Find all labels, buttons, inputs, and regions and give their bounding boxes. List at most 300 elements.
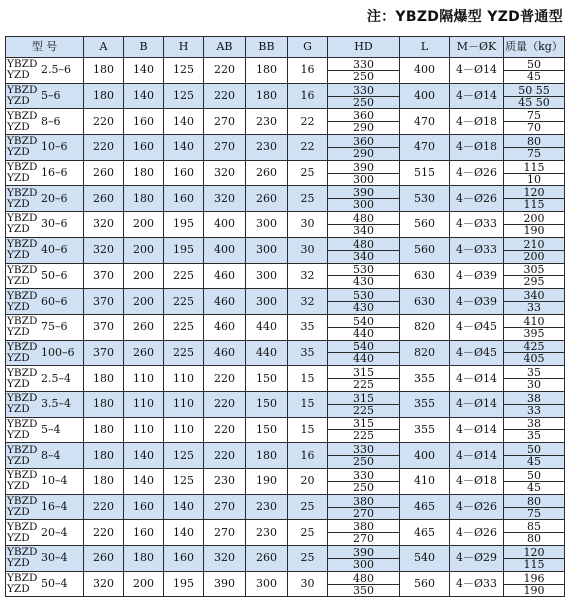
table-row (6, 443, 565, 469)
cell-b: 140 (124, 443, 164, 469)
model-cell (6, 289, 84, 315)
cell-mk: 4－Ø33 (450, 571, 504, 597)
cell-weight (504, 520, 565, 546)
cell-ab: 400 (204, 237, 246, 263)
cell-l: 400 (400, 443, 450, 469)
cell-ab: 230 (204, 469, 246, 495)
weight-ybzd: 75 (504, 110, 564, 122)
model-size: 5–4 (41, 422, 61, 436)
cell-a: 320 (84, 212, 124, 238)
header-hd: HD (328, 37, 400, 58)
cell-g: 30 (288, 212, 328, 238)
cell-hd (328, 391, 400, 417)
cell-a: 180 (84, 417, 124, 443)
model-prefix-ybzd: YBZD (7, 572, 38, 585)
model-prefix-yzd: YZD (7, 223, 30, 236)
model-prefix-yzd: YZD (7, 454, 30, 467)
hd-ybzd: 390 (328, 162, 399, 174)
cell-b: 110 (124, 417, 164, 443)
model-prefix-yzd: YZD (7, 351, 30, 364)
cell-h: 125 (164, 443, 204, 469)
model-cell (6, 109, 84, 135)
hd-ybzd: 315 (328, 367, 399, 379)
cell-mk: 4－Ø14 (450, 366, 504, 392)
weight-yzd: 70 (527, 121, 541, 135)
model-prefix-ybzd: YBZD (7, 186, 38, 199)
cell-a: 180 (84, 58, 124, 84)
model-prefix-ybzd: YBZD (7, 340, 38, 353)
model-size: 60–6 (41, 294, 68, 308)
model-cell (6, 58, 84, 84)
weight-ybzd: 120 (504, 187, 564, 199)
cell-l: 630 (400, 263, 450, 289)
cell-h: 225 (164, 289, 204, 315)
cell-h: 140 (164, 135, 204, 161)
model-prefix-ybzd: YBZD (7, 366, 38, 379)
cell-h: 140 (164, 494, 204, 520)
model-cell (6, 571, 84, 597)
table-row (6, 571, 565, 597)
hd-ybzd: 380 (328, 496, 399, 508)
table-row (6, 366, 565, 392)
hd-yzd: 250 (353, 69, 374, 83)
cell-ab: 220 (204, 443, 246, 469)
cell-bb: 260 (246, 186, 288, 212)
model-prefix-ybzd: YBZD (7, 546, 38, 559)
hd-ybzd: 540 (328, 316, 399, 328)
header-ab: AB (204, 37, 246, 58)
cell-hd (328, 443, 400, 469)
model-prefix-yzd: YZD (7, 428, 30, 441)
cell-bb: 150 (246, 417, 288, 443)
weight-yzd: 33 (527, 403, 541, 417)
cell-a: 180 (84, 391, 124, 417)
cell-g: 25 (288, 186, 328, 212)
hd-yzd: 440 (353, 352, 374, 366)
cell-bb: 180 (246, 83, 288, 109)
cell-a: 180 (84, 366, 124, 392)
cell-weight (504, 469, 565, 495)
cell-a: 260 (84, 160, 124, 186)
hd-ybzd: 540 (328, 341, 399, 353)
type-note: 注：YBZD隔爆型 YZD普通型 (366, 9, 563, 25)
cell-weight (504, 83, 565, 109)
model-size: 2.5–6 (41, 63, 71, 77)
header-row (6, 37, 565, 58)
cell-weight (504, 160, 565, 186)
cell-a: 370 (84, 314, 124, 340)
cell-b: 110 (124, 366, 164, 392)
model-prefix-ybzd: YBZD (7, 161, 38, 174)
header-h: H (164, 37, 204, 58)
header-mk: M－ØK (450, 37, 504, 58)
cell-weight (504, 135, 565, 161)
cell-weight (504, 340, 565, 366)
hd-yzd: 290 (353, 146, 374, 160)
cell-weight (504, 263, 565, 289)
hd-yzd: 225 (353, 429, 374, 443)
cell-mk: 4－Ø39 (450, 263, 504, 289)
cell-ab: 320 (204, 186, 246, 212)
hd-yzd: 250 (353, 95, 374, 109)
table-body (6, 58, 565, 597)
model-cell (6, 391, 84, 417)
cell-l: 560 (400, 571, 450, 597)
model-cell (6, 160, 84, 186)
cell-h: 195 (164, 212, 204, 238)
cell-b: 200 (124, 212, 164, 238)
model-size: 50–4 (41, 577, 68, 591)
cell-weight (504, 58, 565, 84)
cell-hd (328, 263, 400, 289)
hd-ybzd: 330 (328, 470, 399, 482)
model-cell (6, 494, 84, 520)
model-size: 40–6 (41, 243, 68, 257)
model-size: 16–6 (41, 166, 68, 180)
model-prefix-ybzd: YBZD (7, 84, 38, 97)
hd-yzd: 250 (353, 455, 374, 469)
cell-g: 35 (288, 314, 328, 340)
cell-ab: 220 (204, 366, 246, 392)
model-size: 8–6 (41, 114, 61, 128)
cell-l: 470 (400, 135, 450, 161)
model-size: 10–6 (41, 140, 68, 154)
cell-bb: 230 (246, 109, 288, 135)
cell-l: 560 (400, 212, 450, 238)
weight-ybzd: 305 (504, 264, 564, 276)
cell-h: 195 (164, 571, 204, 597)
hd-ybzd: 480 (328, 239, 399, 251)
weight-ybzd: 80 (504, 136, 564, 148)
cell-h: 160 (164, 160, 204, 186)
cell-hd (328, 494, 400, 520)
hd-yzd: 225 (353, 403, 374, 417)
model-prefix-ybzd: YBZD (7, 238, 38, 251)
model-prefix-yzd: YZD (7, 583, 30, 596)
cell-mk: 4－Ø14 (450, 391, 504, 417)
cell-g: 16 (288, 58, 328, 84)
cell-a: 180 (84, 443, 124, 469)
cell-b: 200 (124, 263, 164, 289)
cell-l: 465 (400, 494, 450, 520)
weight-yzd: 115 (523, 198, 545, 212)
model-cell (6, 135, 84, 161)
hd-yzd: 340 (353, 223, 374, 237)
model-cell (6, 263, 84, 289)
cell-g: 15 (288, 417, 328, 443)
cell-bb: 440 (246, 340, 288, 366)
table-row (6, 520, 565, 546)
model-prefix-ybzd: YBZD (7, 58, 38, 71)
cell-weight (504, 212, 565, 238)
cell-hd (328, 58, 400, 84)
cell-bb: 300 (246, 289, 288, 315)
table-row (6, 135, 565, 161)
cell-a: 320 (84, 237, 124, 263)
cell-g: 25 (288, 520, 328, 546)
weight-ybzd: 196 (504, 573, 564, 585)
cell-mk: 4－Ø18 (450, 109, 504, 135)
cell-l: 355 (400, 391, 450, 417)
model-cell (6, 314, 84, 340)
hd-ybzd: 390 (328, 187, 399, 199)
cell-bb: 300 (246, 263, 288, 289)
cell-mk: 4－Ø14 (450, 83, 504, 109)
cell-h: 160 (164, 546, 204, 572)
model-prefix-yzd: YZD (7, 300, 30, 313)
model-size: 5–6 (41, 89, 61, 103)
cell-hd (328, 237, 400, 263)
weight-yzd: 10 (527, 172, 541, 186)
hd-yzd: 250 (353, 480, 374, 494)
model-prefix-yzd: YZD (7, 326, 30, 339)
hd-yzd: 300 (353, 557, 374, 571)
cell-a: 320 (84, 571, 124, 597)
cell-mk: 4－Ø14 (450, 58, 504, 84)
cell-weight (504, 109, 565, 135)
cell-bb: 180 (246, 58, 288, 84)
model-prefix-ybzd: YBZD (7, 315, 38, 328)
cell-a: 220 (84, 135, 124, 161)
cell-a: 370 (84, 263, 124, 289)
weight-yzd: 45 (527, 69, 541, 83)
weight-yzd: 35 (527, 429, 541, 443)
cell-weight (504, 546, 565, 572)
cell-mk: 4－Ø14 (450, 443, 504, 469)
weight-ybzd: 38 (504, 393, 564, 405)
cell-ab: 220 (204, 417, 246, 443)
cell-a: 180 (84, 83, 124, 109)
table-row (6, 109, 565, 135)
weight-yzd: 115 (523, 557, 545, 571)
cell-a: 220 (84, 494, 124, 520)
cell-l: 465 (400, 520, 450, 546)
model-prefix-yzd: YZD (7, 197, 30, 210)
weight-ybzd: 210 (504, 239, 564, 251)
model-prefix-yzd: YZD (7, 377, 30, 390)
cell-h: 110 (164, 391, 204, 417)
cell-ab: 220 (204, 391, 246, 417)
hd-ybzd: 380 (328, 521, 399, 533)
cell-bb: 230 (246, 520, 288, 546)
cell-l: 530 (400, 186, 450, 212)
cell-g: 20 (288, 469, 328, 495)
weight-ybzd: 85 (504, 521, 564, 533)
cell-ab: 220 (204, 58, 246, 84)
cell-l: 400 (400, 83, 450, 109)
cell-hd (328, 135, 400, 161)
weight-yzd: 190 (523, 223, 545, 237)
model-prefix-yzd: YZD (7, 403, 30, 416)
model-size: 20–4 (41, 525, 68, 539)
weight-yzd: 295 (523, 275, 545, 289)
hd-ybzd: 330 (328, 444, 399, 456)
model-prefix-ybzd: YBZD (7, 109, 38, 122)
weight-ybzd: 200 (504, 213, 564, 225)
cell-weight (504, 366, 565, 392)
header-b: B (124, 37, 164, 58)
cell-weight (504, 186, 565, 212)
model-prefix-yzd: YZD (7, 249, 30, 262)
cell-hd (328, 186, 400, 212)
hd-ybzd: 480 (328, 213, 399, 225)
cell-g: 25 (288, 160, 328, 186)
cell-l: 400 (400, 58, 450, 84)
weight-ybzd: 35 (504, 367, 564, 379)
cell-b: 180 (124, 186, 164, 212)
cell-g: 15 (288, 391, 328, 417)
cell-b: 180 (124, 160, 164, 186)
hd-ybzd: 330 (328, 59, 399, 71)
cell-b: 200 (124, 289, 164, 315)
model-prefix-yzd: YZD (7, 480, 30, 493)
hd-ybzd: 330 (328, 85, 399, 97)
model-size: 3.5–4 (41, 397, 71, 411)
cell-mk: 4－Ø45 (450, 314, 504, 340)
cell-bb: 440 (246, 314, 288, 340)
cell-h: 125 (164, 83, 204, 109)
cell-weight (504, 571, 565, 597)
cell-ab: 320 (204, 160, 246, 186)
cell-h: 110 (164, 366, 204, 392)
hd-yzd: 270 (353, 532, 374, 546)
weight-yzd: 33 (527, 301, 541, 315)
hd-ybzd: 315 (328, 418, 399, 430)
cell-weight (504, 443, 565, 469)
cell-g: 32 (288, 263, 328, 289)
cell-hd (328, 417, 400, 443)
model-prefix-yzd: YZD (7, 506, 30, 519)
cell-ab: 460 (204, 289, 246, 315)
weight-ybzd: 410 (504, 316, 564, 328)
cell-g: 16 (288, 83, 328, 109)
cell-b: 260 (124, 314, 164, 340)
table-row (6, 391, 565, 417)
model-size: 10–4 (41, 474, 68, 488)
cell-mk: 4－Ø33 (450, 212, 504, 238)
hd-ybzd: 315 (328, 393, 399, 405)
cell-a: 370 (84, 289, 124, 315)
model-cell (6, 237, 84, 263)
cell-b: 160 (124, 494, 164, 520)
cell-ab: 460 (204, 340, 246, 366)
cell-hd (328, 314, 400, 340)
cell-hd (328, 160, 400, 186)
cell-bb: 150 (246, 391, 288, 417)
table-row (6, 289, 565, 315)
cell-l: 355 (400, 366, 450, 392)
model-prefix-ybzd: YBZD (7, 443, 38, 456)
model-cell (6, 443, 84, 469)
model-size: 75–6 (41, 320, 68, 334)
cell-mk: 4－Ø29 (450, 546, 504, 572)
cell-hd (328, 83, 400, 109)
cell-l: 540 (400, 546, 450, 572)
cell-ab: 400 (204, 212, 246, 238)
weight-yzd: 395 (523, 326, 545, 340)
table-row (6, 417, 565, 443)
hd-yzd: 225 (353, 378, 374, 392)
table-row (6, 263, 565, 289)
cell-g: 30 (288, 237, 328, 263)
hd-yzd: 350 (353, 583, 374, 597)
cell-hd (328, 340, 400, 366)
hd-ybzd: 530 (328, 264, 399, 276)
cell-b: 160 (124, 135, 164, 161)
dimension-table (5, 36, 565, 597)
model-prefix-yzd: YZD (7, 172, 30, 185)
hd-ybzd: 390 (328, 547, 399, 559)
model-cell (6, 212, 84, 238)
table-row (6, 186, 565, 212)
model-cell (6, 83, 84, 109)
cell-a: 220 (84, 109, 124, 135)
model-cell (6, 340, 84, 366)
cell-b: 140 (124, 83, 164, 109)
cell-h: 225 (164, 263, 204, 289)
cell-g: 25 (288, 494, 328, 520)
cell-h: 140 (164, 109, 204, 135)
cell-l: 560 (400, 237, 450, 263)
header-g: G (288, 37, 328, 58)
model-size: 30–4 (41, 551, 68, 565)
cell-bb: 150 (246, 366, 288, 392)
weight-ybzd: 120 (504, 547, 564, 559)
model-cell (6, 546, 84, 572)
weight-ybzd: 50 (504, 59, 564, 71)
cell-g: 22 (288, 109, 328, 135)
model-prefix-yzd: YZD (7, 557, 30, 570)
cell-hd (328, 546, 400, 572)
cell-bb: 300 (246, 212, 288, 238)
cell-b: 200 (124, 571, 164, 597)
table-row (6, 340, 565, 366)
cell-hd (328, 366, 400, 392)
cell-l: 410 (400, 469, 450, 495)
model-cell (6, 469, 84, 495)
cell-b: 180 (124, 546, 164, 572)
model-cell (6, 366, 84, 392)
hd-yzd: 340 (353, 249, 374, 263)
cell-mk: 4－Ø45 (450, 340, 504, 366)
cell-g: 16 (288, 443, 328, 469)
cell-h: 140 (164, 520, 204, 546)
cell-bb: 190 (246, 469, 288, 495)
model-cell (6, 186, 84, 212)
cell-h: 110 (164, 417, 204, 443)
cell-h: 125 (164, 58, 204, 84)
cell-bb: 300 (246, 571, 288, 597)
weight-yzd: 200 (523, 249, 545, 263)
cell-ab: 220 (204, 83, 246, 109)
hd-ybzd: 530 (328, 290, 399, 302)
model-prefix-ybzd: YBZD (7, 263, 38, 276)
weight-yzd: 75 (527, 146, 541, 160)
model-prefix-yzd: YZD (7, 531, 30, 544)
cell-g: 35 (288, 340, 328, 366)
model-prefix-ybzd: YBZD (7, 520, 38, 533)
cell-b: 160 (124, 109, 164, 135)
table-row (6, 83, 565, 109)
cell-hd (328, 289, 400, 315)
cell-g: 32 (288, 289, 328, 315)
cell-bb: 180 (246, 443, 288, 469)
hd-yzd: 300 (353, 172, 374, 186)
cell-b: 110 (124, 391, 164, 417)
cell-ab: 270 (204, 520, 246, 546)
cell-ab: 460 (204, 314, 246, 340)
table-row (6, 160, 565, 186)
